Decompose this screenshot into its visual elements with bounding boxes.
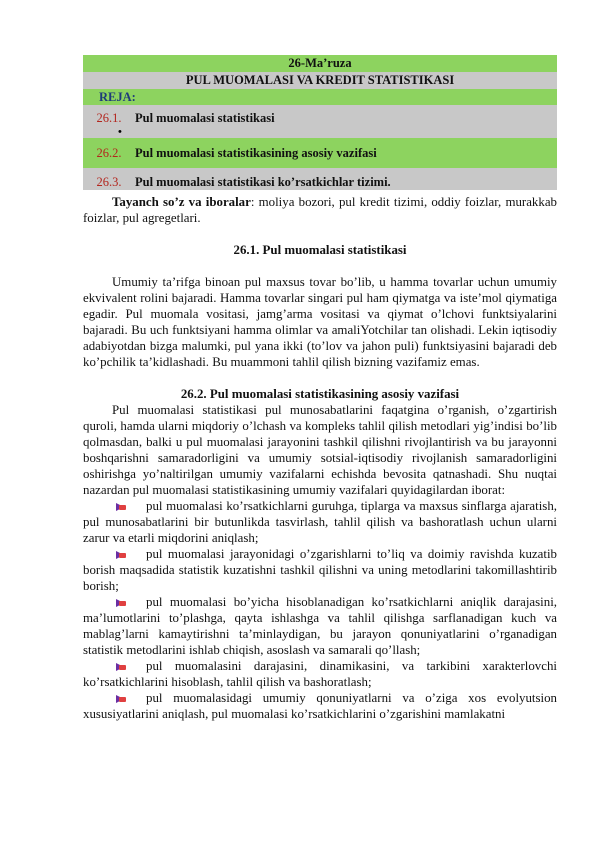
list-item-text: pul muomalasini darajasini, dinamikasini, va tarkibini xarakterlovchi ko’rsatkichlarini hisoblash, tahlil qilish va bashoratlash; <box>83 659 557 689</box>
list-item <box>83 594 557 658</box>
plan-item-number: 26.3. <box>96 175 122 189</box>
plan-label: REJA: <box>83 89 557 105</box>
bullet-icon: • <box>118 126 122 138</box>
list-item-text: pul muomalasi ko’rsatkichlarni guruhga, tiplarga va maxsus sinflarga ajaratish, pul munosabatlarini bir butunlikda tasvirlash, tahlil qilish va bashoratlash uchun ularni zarur va etarli miqdorini aniqlash; <box>83 499 557 545</box>
paragraph: Pul muomalasi statistikasi pul munosabatlarini faqatgina o’rganish, o’zgartirish quroli, hamda ularni miqdoriy o’lchash va kompleks tahlil qilish metodlari yig’indisi bo’lib qolmasdan, balki u pul muomalasi jarayonini tashkil qilishni rivojlantirish va bu jarayonni boshqarishni samaradorligini va umumiy sotsial-iqtisodiy rivojlanish samaradorligini oshirishga yo’naltirilgan umumiy vazifalarni echishda bevosita qatnashadi. Shu nuqtai nazardan pul muomalasi statistikasining umumiy vazifalari quyidagilardan iborat: <box>83 403 557 497</box>
lecture-number: 26-Ma’ruza <box>83 55 557 72</box>
lecture-header <box>83 55 557 190</box>
list-item <box>83 690 557 722</box>
keywords-paragraph <box>83 194 557 226</box>
section-title: 26.2. Pul muomalasi statistikasining asosiy vazifasi <box>180 387 460 401</box>
document-body <box>83 194 557 722</box>
section-title: 26.1. Pul muomalasi statistikasi <box>233 243 407 257</box>
lecture-title: PUL MUOMALASI VA KREDIT STATISTIKASI <box>83 72 557 89</box>
plan-item-text: Pul muomalasi statistikasi ko’rsatkichlar tizimi. <box>135 175 391 189</box>
bullet-arrow-icon <box>116 599 128 608</box>
list-item-text: pul muomalasidagi umumiy qonuniyatlarni va o’ziga xos evolyutsion xususiyatlarini aniqlash, pul muomalasi ko’rsatkichlarini o’zgarishini mamlakatni <box>83 691 557 721</box>
keywords-text: : moliya bozori, pul kredit tizimi, oddiy foizlar, murakkab foizlar, pul agregetlari. <box>83 195 557 225</box>
bullet-arrow-icon <box>116 503 128 512</box>
paragraph: Umumiy ta’rifga binoan pul maxsus tovar bo’lib, u hamma tovarlar uchun umumiy ekvivalent rolini bajaradi. Hamma tovarlar singari pul ham qiymatga va iste’mol qiymatiga egadir. Pul muomala vositasi, jamg’arma vositasi va qiymat o’lchovi funktsiyalarini bajaradi. Bu uch funktsiyani hamma olimlar va amaliYotchilar tan olishadi. Lekin iqtisodiy adabiyotdan bizga malumki, pul yana ikki (to’lov va jahon puli) funktsiyasini bajaradi deb ko’pchilik ta’kidlashadi. Bu muammoni tahlil qilish bizning vazifamiz emas. <box>83 275 557 369</box>
plan-item-number: 26.2. <box>96 145 122 160</box>
list-item <box>83 498 557 546</box>
plan-item-number: 26.1. <box>96 111 122 125</box>
plan-item-1 <box>83 105 557 138</box>
plan-item-text: Pul muomalasi statistikasining asosiy vazifasi <box>135 145 377 160</box>
list-item <box>83 658 557 690</box>
bullet-arrow-icon <box>116 663 128 672</box>
list-item-text: pul muomalasi bo’yicha hisoblanadigan ko’rsatkichlarni aniqlik darajasini, ma’lumotlarini to’plashga, qayta ishlashga va tahlil qilishga sarflanadigan kuch va mablag’larni kamaytirishni ta’minlaydigan, bu jarayon qonuniyatlarini o’rganadigan statistik metodlarini ishlab chiqish, asoslash va samarali qo’llash; <box>83 595 557 657</box>
plan-item-3 <box>83 168 557 190</box>
list-item <box>83 546 557 594</box>
list-item-text: pul muomalasi jarayonidagi o’zgarishlarni to’liq va doimiy ravishda kuzatib borish maqsadida statistik kuzatishni tashkil qilishni va uning metodlarini takomillashtirib borish; <box>83 547 557 593</box>
keywords-label: Tayanch so’z va iboralar <box>112 195 251 209</box>
bullet-arrow-icon <box>116 695 128 704</box>
bullet-arrow-icon <box>116 551 128 560</box>
plan-item-2 <box>83 138 557 168</box>
plan-item-text: Pul muomalasi statistikasi <box>135 111 275 125</box>
